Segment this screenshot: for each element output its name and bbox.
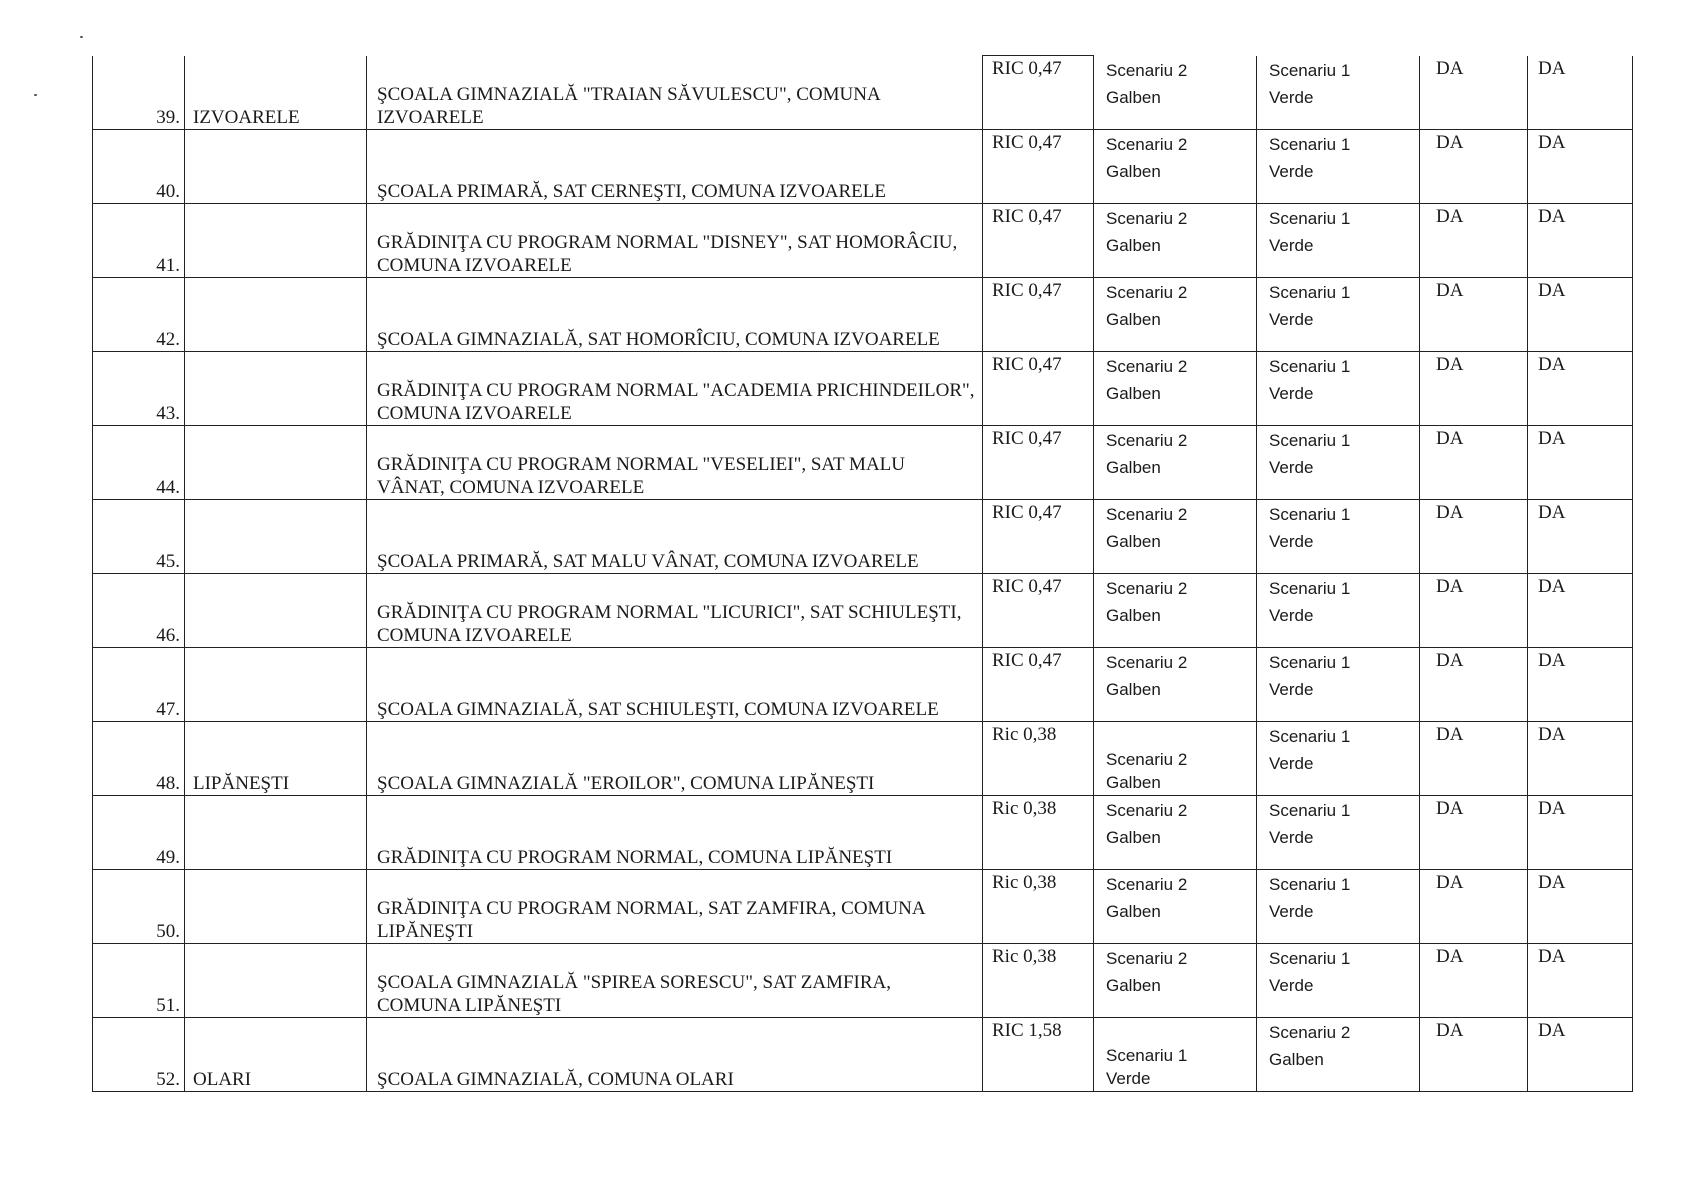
scenario-b-cell (1257, 870, 1420, 944)
scenario-a (1106, 279, 1187, 333)
row-number: 43. (156, 403, 180, 424)
scenario-b-cell (1257, 56, 1420, 130)
locality-cell (185, 870, 367, 944)
institution-cell (367, 204, 983, 278)
scenario-a (1106, 427, 1187, 481)
da-cell-2 (1528, 722, 1633, 796)
scenario-a-cell (1094, 944, 1257, 1018)
table-row (93, 796, 1633, 870)
da-cell-2 (1528, 56, 1633, 130)
ric-value: RIC 0,47 (992, 280, 1062, 301)
locality-cell (185, 426, 367, 500)
row-number-cell (93, 500, 185, 574)
da-value-2: DA (1538, 57, 1566, 79)
institution-name: ŞCOALA PRIMARĂ, SAT MALU VÂNAT, COMUNA IZVOARELE (377, 551, 919, 572)
scenario-b-cell (1257, 352, 1420, 426)
ric-cell (983, 648, 1094, 722)
table-row (93, 944, 1633, 1018)
table-row (93, 870, 1633, 944)
ric-cell (983, 944, 1094, 1018)
scenario-a-cell (1094, 352, 1257, 426)
da-value-2: DA (1538, 206, 1566, 227)
scenario-b-color: Verde (1269, 606, 1314, 625)
locality-cell (185, 648, 367, 722)
table-row (93, 648, 1633, 722)
row-number-cell (93, 278, 185, 352)
da-cell-2 (1528, 426, 1633, 500)
row-number: 47. (156, 699, 180, 720)
table-row (93, 1018, 1633, 1092)
scenario-a-label: Scenariu 2 (1106, 949, 1188, 968)
scenario-a-color: Galben (1106, 458, 1161, 477)
da-value-2: DA (1538, 650, 1566, 671)
row-number: 45. (156, 551, 180, 572)
da-cell-2 (1528, 796, 1633, 870)
ric-cell (983, 796, 1094, 870)
scenario-a-cell (1094, 574, 1257, 648)
table-row (93, 574, 1633, 648)
scenario-a-color: Galben (1106, 384, 1161, 403)
scenario-b-color: Verde (1269, 458, 1314, 477)
table-row (93, 352, 1633, 426)
ric-value: Ric 0,38 (992, 798, 1057, 819)
scenario-a-cell (1094, 796, 1257, 870)
scenario-a-label: Scenariu 2 (1106, 431, 1188, 450)
scenario-b (1269, 797, 1350, 851)
da-cell-1 (1420, 204, 1528, 278)
da-cell-1 (1420, 56, 1528, 130)
da-value-2: DA (1538, 946, 1566, 967)
scenario-a-cell (1094, 870, 1257, 944)
scenario-a-cell (1094, 204, 1257, 278)
da-cell-1 (1420, 648, 1528, 722)
table-body (93, 56, 1633, 1092)
scenario-a-cell (1094, 1018, 1257, 1092)
scenario-b-color: Verde (1269, 976, 1314, 995)
institution-cell (367, 944, 983, 1018)
scenario-b-label: Scenariu 2 (1269, 1023, 1351, 1042)
da-cell-2 (1528, 204, 1633, 278)
scenario-b-label: Scenariu 1 (1269, 357, 1351, 376)
row-number: 48. (156, 773, 180, 794)
scenario-b (1269, 353, 1350, 407)
row-number: 46. (156, 625, 180, 646)
ric-cell (983, 500, 1094, 574)
da-cell-2 (1528, 574, 1633, 648)
institution-cell (367, 352, 983, 426)
row-number-cell (93, 1018, 185, 1092)
scenario-b (1269, 501, 1350, 555)
institution-cell (367, 574, 983, 648)
institution-name: ŞCOALA GIMNAZIALĂ "EROILOR", COMUNA LIPĂNEŞTI (377, 773, 875, 794)
scenario-a (1106, 205, 1187, 259)
ric-value: Ric 0,38 (992, 946, 1057, 967)
da-cell-1 (1420, 278, 1528, 352)
scenario-a-cell (1094, 500, 1257, 574)
scenario-a (1106, 871, 1187, 925)
table-row (93, 204, 1633, 278)
scenario-a-label: Scenariu 2 (1106, 60, 1188, 80)
institution-cell (367, 56, 983, 130)
scenario-b-label: Scenariu 1 (1269, 60, 1351, 80)
ric-value: Ric 0,38 (992, 872, 1057, 893)
scenario-a-cell (1094, 278, 1257, 352)
row-number: 41. (156, 255, 180, 276)
ric-value: RIC 0,47 (992, 58, 1062, 79)
row-number: 49. (156, 847, 180, 868)
scenario-a-label: Scenariu 2 (1106, 209, 1188, 228)
scenario-a-cell (1094, 648, 1257, 722)
ric-value: RIC 0,47 (992, 428, 1062, 449)
table-row (93, 278, 1633, 352)
scenario-a-cell (1094, 722, 1257, 796)
row-number-cell (93, 352, 185, 426)
scenario-b-label: Scenariu 1 (1269, 505, 1351, 524)
scenario-b-cell (1257, 574, 1420, 648)
row-number: 42. (156, 329, 180, 350)
scenario-b-color: Galben (1269, 1050, 1324, 1069)
da-value-2: DA (1538, 354, 1566, 375)
scenario-b-label: Scenariu 1 (1269, 801, 1351, 820)
scenario-b-color: Verde (1269, 828, 1314, 847)
da-value-2: DA (1538, 576, 1566, 597)
ric-cell (983, 870, 1094, 944)
da-cell-1 (1420, 426, 1528, 500)
scenario-a-label: Scenariu 2 (1106, 653, 1188, 672)
scenario-b-cell (1257, 500, 1420, 574)
scan-speck (80, 36, 83, 38)
row-number: 52. (156, 1069, 180, 1090)
row-number-cell (93, 574, 185, 648)
da-cell-1 (1420, 722, 1528, 796)
institution-name: GRĂDINIŢA CU PROGRAM NORMAL "ACADEMIA PRICHINDEILOR", COMUNA IZVOARELE (377, 380, 975, 424)
ric-value: RIC 1,58 (992, 1020, 1062, 1041)
scenario-a (1106, 945, 1187, 999)
da-value-1: DA (1436, 576, 1464, 597)
da-cell-2 (1528, 648, 1633, 722)
da-cell-1 (1420, 352, 1528, 426)
da-value-1: DA (1436, 502, 1464, 523)
ric-value: RIC 0,47 (992, 650, 1062, 671)
row-number-cell (93, 426, 185, 500)
scenario-a-cell (1094, 426, 1257, 500)
locality-cell (185, 796, 367, 870)
institution-cell (367, 278, 983, 352)
da-cell-2 (1528, 278, 1633, 352)
scenario-b-label: Scenariu 1 (1269, 209, 1351, 228)
scenario-b (1269, 575, 1350, 629)
scenario-b-cell (1257, 204, 1420, 278)
scenario-a-color: Galben (1106, 532, 1161, 551)
da-cell-1 (1420, 500, 1528, 574)
row-number-cell (93, 870, 185, 944)
scenario-b (1269, 279, 1350, 333)
da-value-2: DA (1538, 132, 1566, 153)
ric-cell (983, 130, 1094, 204)
ric-value: RIC 0,47 (992, 354, 1062, 375)
locality-cell (185, 278, 367, 352)
da-value-1: DA (1436, 428, 1464, 449)
da-value-1: DA (1436, 206, 1464, 227)
ric-cell (983, 574, 1094, 648)
ric-value: Ric 0,38 (992, 724, 1057, 745)
scenario-a-color: Galben (1106, 828, 1161, 847)
institution-name: ŞCOALA PRIMARĂ, SAT CERNEŞTI, COMUNA IZVOARELE (377, 181, 887, 202)
scenario-a-label: Scenariu 2 (1106, 801, 1188, 820)
da-cell-1 (1420, 796, 1528, 870)
scenario-b-cell (1257, 648, 1420, 722)
scenario-a-color: Galben (1106, 162, 1161, 181)
scenario-a-label: Scenariu 2 (1106, 875, 1188, 894)
da-value-1: DA (1436, 650, 1464, 671)
da-value-1: DA (1436, 946, 1464, 967)
row-number-cell (93, 130, 185, 204)
ric-cell (983, 1018, 1094, 1092)
scenario-b (1269, 131, 1350, 185)
institution-name: GRĂDINIŢA CU PROGRAM NORMAL "VESELIEI", SAT MALU VÂNAT, COMUNA IZVOARELE (377, 454, 906, 498)
da-cell-1 (1420, 870, 1528, 944)
institution-cell (367, 500, 983, 574)
locality-cell (185, 204, 367, 278)
institution-name: ŞCOALA GIMNAZIALĂ, SAT SCHIULEŞTI, COMUNA IZVOARELE (377, 699, 939, 720)
institution-cell (367, 648, 983, 722)
institution-cell (367, 426, 983, 500)
row-number: 39. (156, 107, 180, 128)
scan-speck (34, 94, 37, 96)
institution-cell (367, 870, 983, 944)
scenario-a-label: Scenariu 2 (1106, 505, 1188, 524)
row-number-cell (93, 204, 185, 278)
institution-name: ŞCOALA GIMNAZIALĂ, COMUNA OLARI (377, 1069, 734, 1090)
scenario-b-label: Scenariu 1 (1269, 431, 1351, 450)
da-cell-1 (1420, 574, 1528, 648)
scenario-b-label: Scenariu 1 (1269, 875, 1351, 894)
table-row (93, 426, 1633, 500)
scenario-a (1106, 501, 1187, 555)
row-number: 51. (156, 995, 180, 1016)
scenario-b (1269, 205, 1350, 259)
row-number-cell (93, 944, 185, 1018)
da-value-2: DA (1538, 798, 1566, 819)
scenario-a (1106, 353, 1187, 407)
scenario-a-color: Galben (1106, 976, 1161, 995)
scenario-b (1269, 945, 1350, 999)
scenario-a-cell (1094, 56, 1257, 130)
da-value-1: DA (1436, 798, 1464, 819)
da-cell-1 (1420, 944, 1528, 1018)
locality-cell (185, 500, 367, 574)
da-cell-1 (1420, 1018, 1528, 1092)
row-number: 40. (156, 181, 180, 202)
ric-cell (983, 204, 1094, 278)
scenario-b-color: Verde (1269, 902, 1314, 921)
scenario-b-label: Scenariu 1 (1269, 727, 1351, 746)
da-cell-2 (1528, 1018, 1633, 1092)
scenario-a (1106, 131, 1187, 185)
scenario-b (1269, 427, 1350, 481)
row-number-cell (93, 796, 185, 870)
da-cell-2 (1528, 870, 1633, 944)
scenario-b-color: Verde (1269, 680, 1314, 699)
scenario-a-label: Scenariu 2 (1106, 135, 1188, 154)
locality-name: OLARI (193, 1069, 252, 1090)
locality-cell (185, 944, 367, 1018)
da-value-2: DA (1538, 872, 1566, 893)
ric-cell (983, 722, 1094, 796)
da-value-1: DA (1436, 354, 1464, 375)
locality-name: IZVOARELE (193, 107, 300, 128)
table-row (93, 500, 1633, 574)
scenario-b-color: Verde (1269, 384, 1314, 403)
institution-cell (367, 130, 983, 204)
da-value-1: DA (1436, 724, 1464, 745)
da-value-1: DA (1436, 1020, 1464, 1041)
table-row (93, 56, 1633, 130)
table-row (93, 722, 1633, 796)
locality-name: LIPĂNEŞTI (193, 773, 290, 794)
ric-value: RIC 0,47 (992, 132, 1062, 153)
da-value-2: DA (1538, 280, 1566, 301)
scenario-b (1269, 1019, 1350, 1073)
scenario-a-color: Galben (1106, 236, 1161, 255)
scenario-a-color: Galben (1106, 773, 1161, 792)
scenario-a-color: Verde (1106, 1069, 1151, 1088)
scenario-b (1269, 649, 1350, 703)
scenario-a (1106, 649, 1187, 703)
institution-cell (367, 796, 983, 870)
scenario-b-color: Verde (1269, 532, 1314, 551)
scenario-b-cell (1257, 1018, 1420, 1092)
row-number-cell (93, 648, 185, 722)
locality-cell (185, 574, 367, 648)
ric-cell (983, 426, 1094, 500)
da-value-2: DA (1538, 724, 1566, 745)
da-cell-2 (1528, 130, 1633, 204)
scenario-a-cell (1094, 130, 1257, 204)
da-value-2: DA (1538, 428, 1566, 449)
institution-cell (367, 722, 983, 796)
scenario-b (1269, 723, 1350, 777)
row-number-cell (93, 56, 185, 130)
da-value-1: DA (1436, 132, 1464, 153)
institution-name: GRĂDINIŢA CU PROGRAM NORMAL, SAT ZAMFIRA, COMUNA LIPĂNEŞTI (377, 898, 925, 942)
da-cell-2 (1528, 500, 1633, 574)
da-cell-2 (1528, 944, 1633, 1018)
locality-cell (185, 722, 367, 796)
scenario-b (1269, 57, 1350, 111)
scenario-b-label: Scenariu 1 (1269, 579, 1351, 598)
scenario-b-label: Scenariu 1 (1269, 135, 1351, 154)
scenario-b-cell (1257, 278, 1420, 352)
scenario-a (1106, 1044, 1187, 1090)
scenario-b (1269, 871, 1350, 925)
scenario-b-label: Scenariu 1 (1269, 283, 1351, 302)
locality-cell (185, 352, 367, 426)
scenario-a-color: Galben (1106, 902, 1161, 921)
row-number: 50. (156, 921, 180, 942)
scenario-a-label: Scenariu 2 (1106, 750, 1188, 769)
institution-cell (367, 1018, 983, 1092)
scenario-b-color: Verde (1269, 87, 1314, 107)
scenario-b-color: Verde (1269, 754, 1314, 773)
ric-value: RIC 0,47 (992, 206, 1062, 227)
scenario-a-label: Scenariu 2 (1106, 579, 1188, 598)
institution-name: ŞCOALA GIMNAZIALĂ, SAT HOMORÎCIU, COMUNA IZVOARELE (377, 329, 940, 350)
scenario-b-cell (1257, 130, 1420, 204)
da-value-1: DA (1436, 872, 1464, 893)
scenario-b-cell (1257, 426, 1420, 500)
scenario-a (1106, 57, 1187, 111)
da-value-1: DA (1436, 57, 1464, 79)
scenario-a-color: Galben (1106, 87, 1161, 107)
scenario-a (1106, 575, 1187, 629)
ric-cell (983, 352, 1094, 426)
scenario-a (1106, 797, 1187, 851)
scenario-b-label: Scenariu 1 (1269, 653, 1351, 672)
ric-value: RIC 0,47 (992, 576, 1062, 597)
scenario-b-color: Verde (1269, 236, 1314, 255)
da-cell-1 (1420, 130, 1528, 204)
da-value-2: DA (1538, 1020, 1566, 1041)
scenario-a-color: Galben (1106, 680, 1161, 699)
scenario-b-cell (1257, 944, 1420, 1018)
scenario-b-label: Scenariu 1 (1269, 949, 1351, 968)
scenario-a (1106, 748, 1187, 794)
locality-cell (185, 56, 367, 130)
institution-name: GRĂDINIŢA CU PROGRAM NORMAL, COMUNA LIPĂNEŞTI (377, 847, 893, 868)
ric-cell (983, 56, 1094, 130)
table-row (93, 130, 1633, 204)
locality-cell (185, 130, 367, 204)
institution-name: GRĂDINIŢA CU PROGRAM NORMAL "DISNEY", SAT HOMORÂCIU, COMUNA IZVOARELE (377, 232, 958, 276)
institution-name: ŞCOALA GIMNAZIALĂ "TRAIAN SĂVULESCU", COMUNA IZVOARELE (377, 84, 880, 128)
scenario-a-label: Scenariu 2 (1106, 357, 1188, 376)
da-value-1: DA (1436, 280, 1464, 301)
da-value-2: DA (1538, 502, 1566, 523)
schools-table (92, 55, 1633, 1092)
scenario-b-cell (1257, 722, 1420, 796)
scenario-a-label: Scenariu 1 (1106, 1046, 1188, 1065)
row-number: 44. (156, 477, 180, 498)
da-cell-2 (1528, 352, 1633, 426)
locality-cell (185, 1018, 367, 1092)
institution-name: GRĂDINIŢA CU PROGRAM NORMAL "LICURICI", SAT SCHIULEŞTI, COMUNA IZVOARELE (377, 602, 962, 646)
row-number-cell (93, 722, 185, 796)
scenario-a-color: Galben (1106, 606, 1161, 625)
scenario-b-color: Verde (1269, 162, 1314, 181)
scenario-a-label: Scenariu 2 (1106, 283, 1188, 302)
scenario-b-color: Verde (1269, 310, 1314, 329)
scenario-b-cell (1257, 796, 1420, 870)
ric-value: RIC 0,47 (992, 502, 1062, 523)
scenario-a-color: Galben (1106, 310, 1161, 329)
ric-cell (983, 278, 1094, 352)
institution-name: ŞCOALA GIMNAZIALĂ "SPIREA SORESCU", SAT ZAMFIRA, COMUNA LIPĂNEŞTI (377, 972, 891, 1016)
